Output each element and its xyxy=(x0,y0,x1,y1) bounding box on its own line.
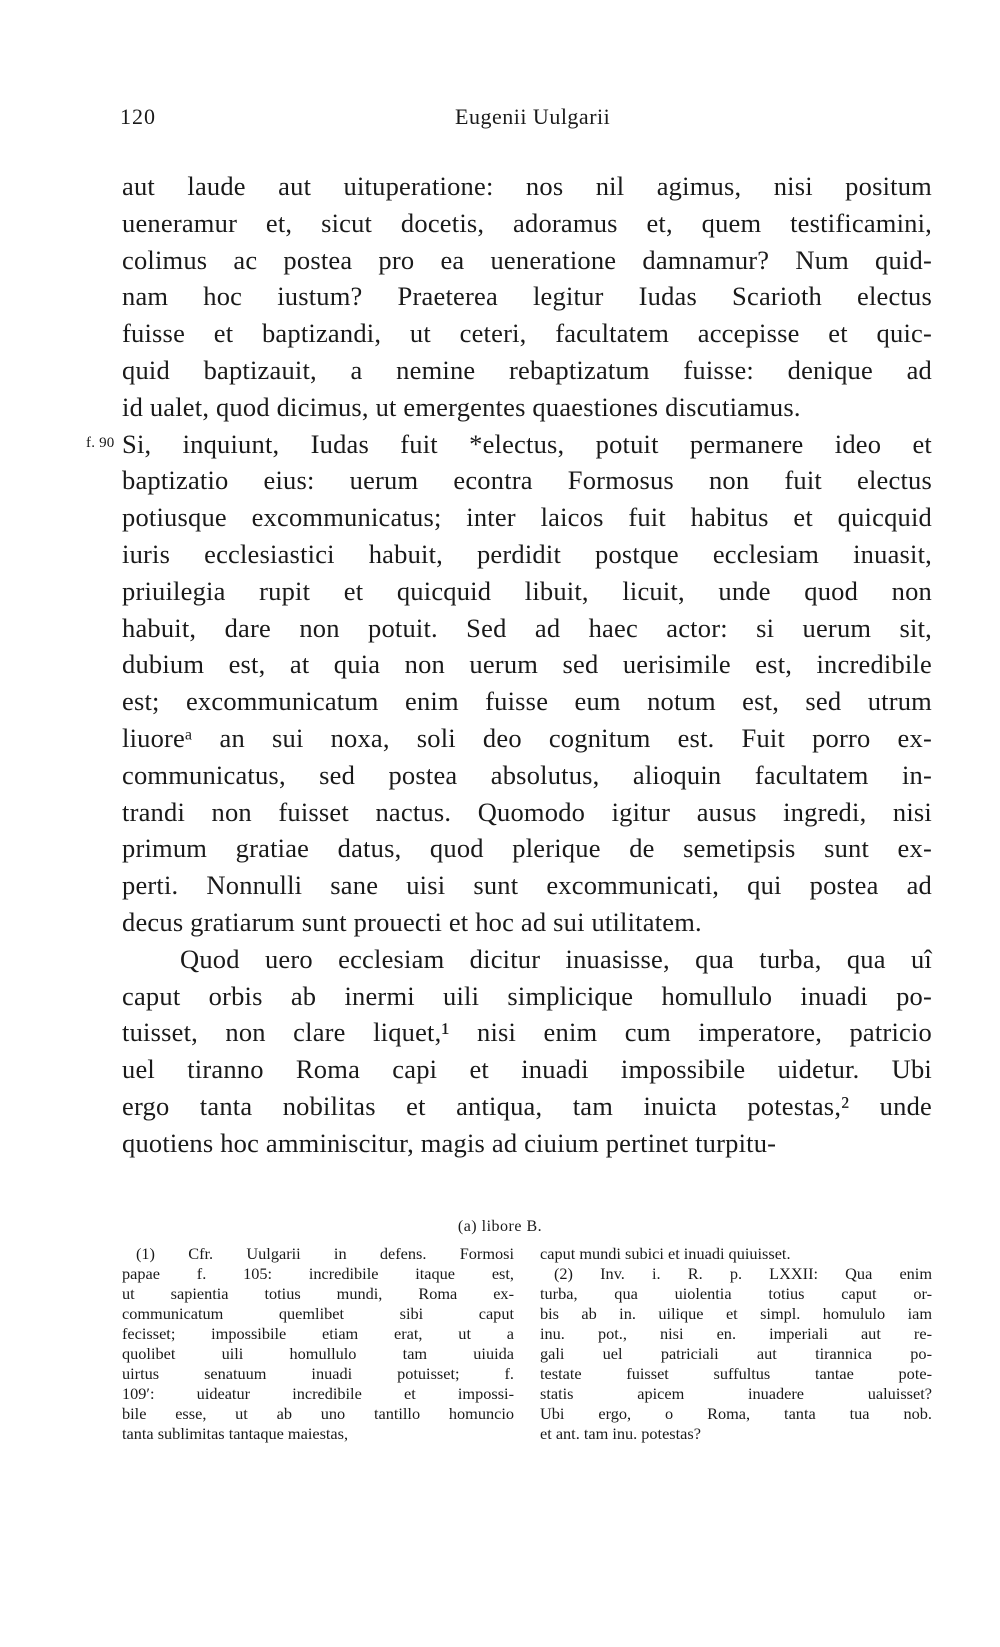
footnote-line: bile esse, ut ab uno tantillo homuncio xyxy=(122,1404,514,1423)
text-line: habuit, dare non potuit. Sed ad haec actor: si uerum sit, xyxy=(122,612,932,643)
text-line: potiusque excommunicatus; inter laicos fuit habitus et quicquid xyxy=(122,502,932,533)
text-line: ergo tanta nobilitas et antiqua, tam inuicta potestas,² unde xyxy=(122,1090,932,1121)
text-line: perti. Nonnulli sane uisi sunt excommunicati, qui postea ad xyxy=(122,870,932,901)
text-line: id ualet, quod dicimus, ut emergentes quaestiones discutiamus. xyxy=(122,391,801,422)
text-line: colimus ac postea pro ea ueneratione damnamur? Num quid- xyxy=(122,244,932,275)
apparatus-note: (a) libore B. xyxy=(457,1218,543,1235)
text-line: priuilegia rupit et quicquid libuit, licuit, unde quod non xyxy=(122,575,932,606)
text-line: ueneramur et, sicut docetis, adoramus et, quem testificamini, xyxy=(122,207,932,238)
text-line: liuoreᵃ an sui noxa, soli deo cognitum est. Fuit porro ex- xyxy=(122,722,932,753)
text-line: fuisse et baptizandi, ut ceteri, facultatem accepisse et quic- xyxy=(122,318,932,349)
footnote-line: ut sapientia totius mundi, Roma ex- xyxy=(122,1284,514,1303)
footnote-line: et ant. tam inu. potestas? xyxy=(540,1424,701,1443)
page-header xyxy=(0,104,1000,134)
footnote-line: (2) Inv. i. R. p. LXXII: Qua enim xyxy=(554,1264,932,1283)
page-number: 120 xyxy=(120,104,156,129)
text-line: uel tiranno Roma capi et inuadi impossibile uidetur. Ubi xyxy=(122,1054,932,1085)
text-line: baptizatio eius: uerum econtra Formosus non fuit electus xyxy=(122,465,932,496)
text-line: quid baptizauit, a nemine rebaptizatum fuisse: denique ad xyxy=(122,354,932,385)
footnote-line: testate fuisset suffultus tantae pote- xyxy=(540,1364,932,1383)
footnotes-left-column xyxy=(122,1244,514,1444)
footnote-line: communicatum quemlibet sibi caput xyxy=(122,1304,514,1323)
text-line: quotiens hoc amminiscitur, magis ad ciuium pertinet turpitu- xyxy=(122,1127,777,1158)
footnote-line: 109′: uideatur incredibile et impossi- xyxy=(122,1384,514,1403)
footnote-line: fecisset; impossibile etiam erat, ut a xyxy=(122,1324,514,1343)
text-line: primum gratiae datus, quod plerique de semetipsis sunt ex- xyxy=(122,833,932,864)
text-line: communicatus, sed postea absolutus, alioquin facultatem in- xyxy=(122,759,932,790)
footnote-line: bis ab in. uilique et simpl. homululo iam xyxy=(540,1304,932,1323)
text-line: Quod uero ecclesiam dicitur inuasisse, qua turba, qua uî xyxy=(180,943,932,974)
text-line: tuisset, non clare liquet,¹ nisi enim cum imperatore, patricio xyxy=(122,1017,932,1048)
text-line: aut laude aut uituperatione: nos nil agimus, nisi positum xyxy=(122,171,932,201)
footnote-line: tanta sublimitas tantaque maiestas, xyxy=(122,1424,349,1443)
footnote-line: turba, qua uiolentia totius caput or- xyxy=(540,1284,932,1303)
text-line: Si, inquiunt, Iudas fuit *electus, potuit permanere ideo et f. 90 xyxy=(86,428,932,459)
footnote-line: (1) Cfr. Uulgarii in defens. Formosi xyxy=(136,1244,514,1263)
footnote-line: papae f. 105: incredibile itaque est, xyxy=(122,1264,514,1283)
footnote-line: statis apicem inuadere ualuisset? xyxy=(540,1384,932,1403)
text-line: est; excommunicatum enim fuisse eum notum est, sed utrum xyxy=(122,686,932,717)
footnote-line: caput mundi subici et inuadi quiuisset. xyxy=(540,1244,791,1263)
text-line: dubium est, at quia non uerum sed uerisimile est, incredibile xyxy=(122,649,932,680)
text-line: decus gratiarum sunt prouecti et hoc ad sui utilitatem. xyxy=(122,906,702,937)
footnote-line: inu. pot., nisi en. imperiali aut re- xyxy=(540,1324,932,1343)
text-line: caput orbis ab inermi uili simplicique homullulo inuadi po- xyxy=(122,980,932,1011)
running-title: Eugenii Uulgarii xyxy=(455,104,611,129)
text-line: iuris ecclesiastici habuit, perdidit postque ecclesiam inuasit, xyxy=(122,538,932,569)
text-line: trandi non fuisset nactus. Quomodo igitur ausus ingredi, nisi xyxy=(122,796,932,827)
footnote-line: uirtus senatuum inuadi potuisset; f. xyxy=(122,1364,514,1383)
footnotes-right-column xyxy=(540,1244,932,1444)
folio-margin-note: f. 90 xyxy=(86,434,115,451)
main-text xyxy=(86,168,932,1162)
footnote-line: gali uel patriciali aut tirannica po- xyxy=(540,1344,932,1363)
text-line: nam hoc iustum? Praeterea legitur Iudas Scarioth electus xyxy=(122,281,932,312)
footnotes xyxy=(122,1244,932,1444)
footnote-line: Ubi ergo, o Roma, tanta tua nob. xyxy=(540,1404,932,1423)
footnote-line: quolibet uili homullulo tam uiuida xyxy=(122,1344,514,1363)
